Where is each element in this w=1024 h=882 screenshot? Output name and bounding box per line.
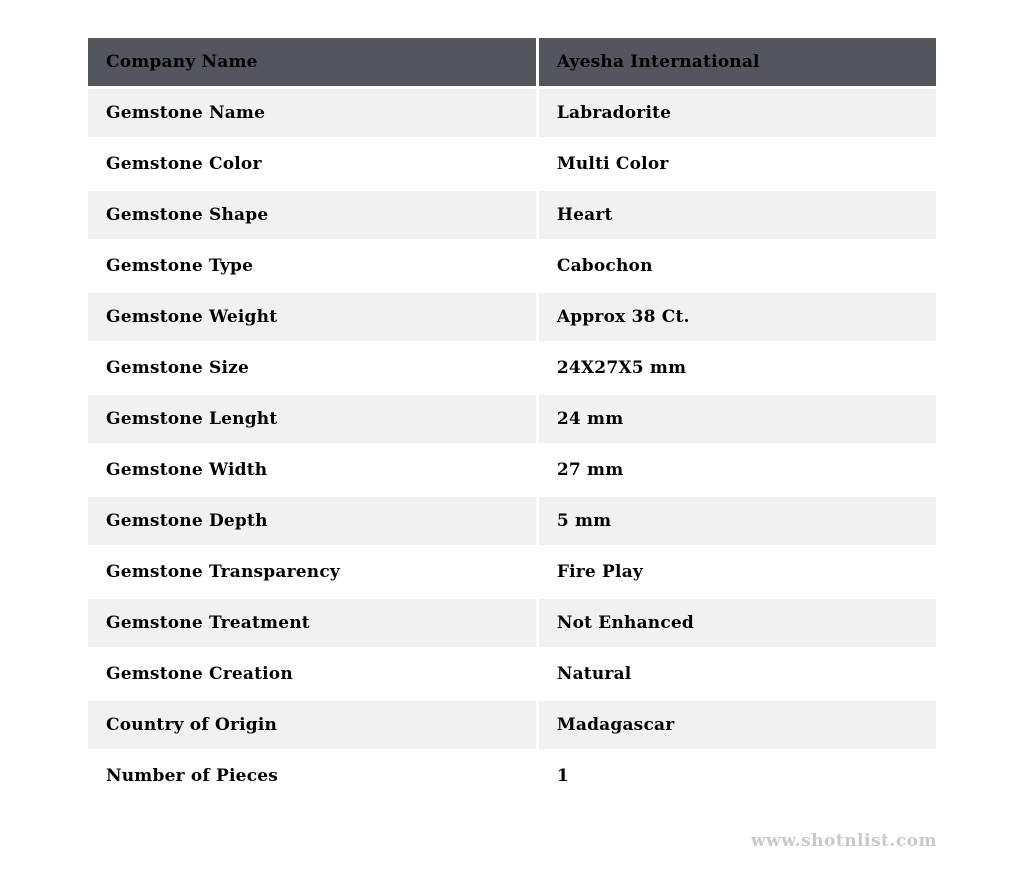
table-row: [88, 395, 936, 443]
row-value-cell: Not Enhanced: [539, 599, 936, 647]
watermark-text: www.shotnlist.com: [750, 831, 937, 851]
row-label-cell: Gemstone Depth: [88, 497, 536, 545]
table-row: [88, 242, 936, 290]
header-label-cell: Company Name: [88, 38, 536, 86]
row-value-cell: 1: [539, 752, 936, 800]
table-row: [88, 497, 936, 545]
row-label-cell: Gemstone Treatment: [88, 599, 536, 647]
table-row: [88, 752, 936, 800]
row-value-cell: Approx 38 Ct.: [539, 293, 936, 341]
table-row: [88, 293, 936, 341]
table-row: [88, 140, 936, 188]
table-row: [88, 548, 936, 596]
row-value-cell: Labradorite: [539, 89, 936, 137]
table-row: [88, 650, 936, 698]
row-label-cell: Number of Pieces: [88, 752, 536, 800]
row-value-cell: Madagascar: [539, 701, 936, 749]
row-label-cell: Gemstone Type: [88, 242, 536, 290]
row-label-cell: Gemstone Creation: [88, 650, 536, 698]
row-label-cell: Gemstone Weight: [88, 293, 536, 341]
spec-table: [85, 35, 939, 803]
row-value-cell: Fire Play: [539, 548, 936, 596]
row-label-cell: Gemstone Name: [88, 89, 536, 137]
row-value-cell: Natural: [539, 650, 936, 698]
row-label-cell: Gemstone Color: [88, 140, 536, 188]
row-value-cell: Multi Color: [539, 140, 936, 188]
row-value-cell: 27 mm: [539, 446, 936, 494]
row-value-cell: Heart: [539, 191, 936, 239]
row-value-cell: 5 mm: [539, 497, 936, 545]
table-row: [88, 89, 936, 137]
table-row: [88, 191, 936, 239]
table-row: [88, 599, 936, 647]
table-header-row: [88, 38, 936, 86]
header-value-cell: Ayesha International: [539, 38, 936, 86]
table-row: [88, 446, 936, 494]
row-label-cell: Gemstone Transparency: [88, 548, 536, 596]
table-row: [88, 701, 936, 749]
table-row: [88, 344, 936, 392]
row-value-cell: Cabochon: [539, 242, 936, 290]
row-value-cell: 24X27X5 mm: [539, 344, 936, 392]
row-value-cell: 24 mm: [539, 395, 936, 443]
row-label-cell: Gemstone Width: [88, 446, 536, 494]
row-label-cell: Gemstone Shape: [88, 191, 536, 239]
row-label-cell: Country of Origin: [88, 701, 536, 749]
row-label-cell: Gemstone Size: [88, 344, 536, 392]
gemstone-spec-table: [85, 35, 939, 803]
row-label-cell: Gemstone Lenght: [88, 395, 536, 443]
